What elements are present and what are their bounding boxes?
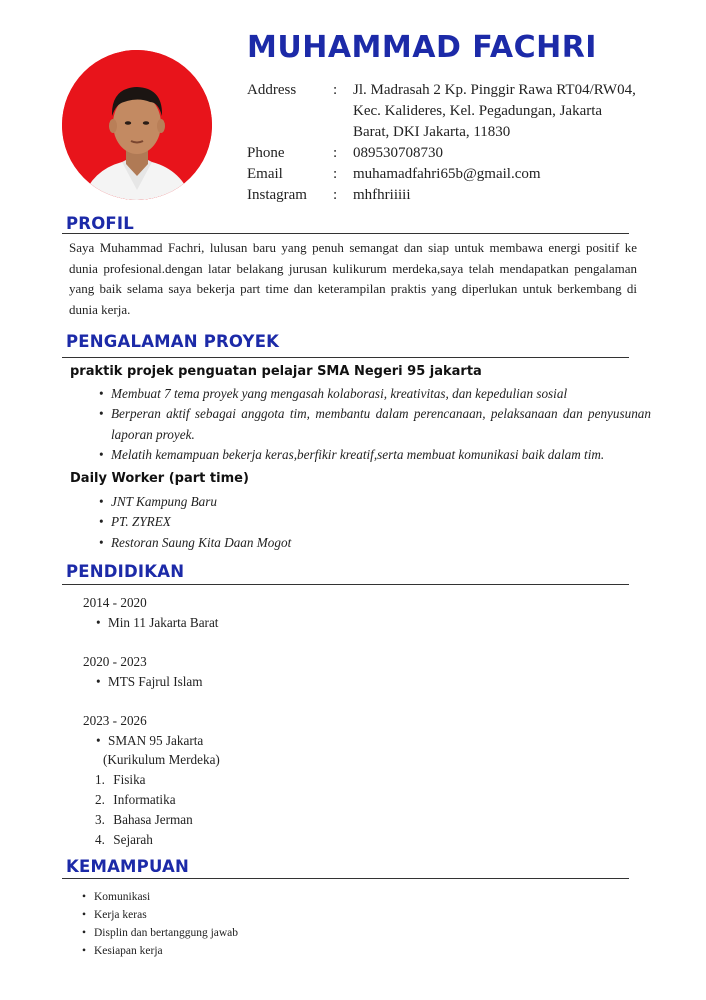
list-item <box>95 770 193 790</box>
address-line: Barat, DKI Jakarta, 11830 <box>353 124 511 140</box>
separator: : <box>333 145 338 161</box>
phone-row <box>247 143 653 164</box>
list-item: • Kesiapan kerja <box>82 942 382 960</box>
separator: : <box>333 82 338 98</box>
list-item <box>95 810 193 830</box>
instagram-label: Instagram <box>247 187 307 203</box>
list-item: • SMAN 95 Jakarta <box>96 733 396 749</box>
profile-text: Saya Muhammad Fachri, lulusan baru yang penuh semangat dan siap untuk membawa energi positif ke dunia profesional.dengan latar belakang jurusan kulikurum merdeka,saya telah mendapatkan pengalaman yang baik selama saya bekerja part time dan keterampilan praktis yang diperlukan untuk berkembang di dunia kerja. <box>69 240 637 317</box>
skills-list <box>82 888 382 960</box>
section-divider <box>62 878 629 879</box>
instagram-row <box>247 185 653 206</box>
list-item: • PT. ZYREX <box>99 512 499 532</box>
work-bullets <box>99 492 499 553</box>
education-years: 2014 - 2020 <box>83 595 147 610</box>
subject-name: Fisika <box>113 772 146 787</box>
address-line: Kec. Kalideres, Kel. Pegadungan, Jakarta <box>353 103 603 119</box>
curriculum-note: (Kurikulum Merdeka) <box>103 752 220 767</box>
separator: : <box>333 187 338 203</box>
address-row <box>247 80 653 143</box>
list-item <box>95 790 193 810</box>
address-label: Address <box>247 82 297 98</box>
list-number: 3. <box>95 812 105 827</box>
project-bullets <box>99 384 651 466</box>
list-item: • Komunikasi <box>82 888 382 906</box>
section-divider <box>62 584 629 585</box>
email-label: Email <box>247 166 283 182</box>
work-heading: Daily Worker (part time) <box>70 471 249 486</box>
education-section-title: PENDIDIKAN <box>66 562 185 581</box>
subject-list <box>95 770 193 850</box>
list-item: • JNT Kampung Baru <box>99 492 499 512</box>
subject-name: Informatika <box>113 792 176 807</box>
list-number: 2. <box>95 792 105 807</box>
list-item: • Berperan aktif sebagai anggota tim, membantu dalam perencanaan, pelaksanaan dan penyusunan laporan proyek. <box>99 404 651 445</box>
education-years: 2020 - 2023 <box>83 654 147 669</box>
contact-info <box>247 80 653 206</box>
list-item: • Membuat 7 tema proyek yang mengasah kolaborasi, kreativitas, dan kepedulian sosial <box>99 384 651 404</box>
list-item: • Kerja keras <box>82 906 382 924</box>
instagram-value: mhfhriiiii <box>353 187 411 203</box>
candidate-name: MUHAMMAD FACHRI <box>247 30 597 65</box>
profile-section-title: PROFIL <box>66 214 134 233</box>
experience-section-title: PENGALAMAN PROYEK <box>66 332 280 351</box>
profile-photo <box>62 50 212 200</box>
address-line: Jl. Madrasah 2 Kp. Pinggir Rawa RT04/RW04, <box>353 82 636 98</box>
skills-section-title: KEMAMPUAN <box>66 857 190 876</box>
address-value <box>353 80 653 143</box>
email-row <box>247 164 653 185</box>
education-school-list <box>96 733 396 749</box>
separator: : <box>333 166 338 182</box>
education-school-list <box>96 615 396 631</box>
phone-value: 089530708730 <box>353 145 443 161</box>
education-years: 2023 - 2026 <box>83 713 147 728</box>
list-item: • MTS Fajrul Islam <box>96 674 396 690</box>
project-heading: praktik projek penguatan pelajar SMA Negeri 95 jakarta <box>70 364 482 379</box>
section-divider <box>62 357 629 358</box>
list-item: • Min 11 Jakarta Barat <box>96 615 396 631</box>
person-silhouette-icon <box>62 50 212 200</box>
list-item: • Displin dan bertanggung jawab <box>82 924 382 942</box>
section-divider <box>62 233 629 234</box>
education-school-list <box>96 674 396 690</box>
list-item <box>95 830 193 850</box>
list-number: 1. <box>95 772 105 787</box>
list-item: • Melatih kemampuan bekerja keras,berfikir kreatif,serta membuat komunikasi baik dalam tim. <box>99 445 651 465</box>
list-item: • Restoran Saung Kita Daan Mogot <box>99 533 499 553</box>
subject-name: Bahasa Jerman <box>113 812 193 827</box>
list-number: 4. <box>95 832 105 847</box>
email-value: muhamadfahri65b@gmail.com <box>353 166 541 182</box>
subject-name: Sejarah <box>113 832 153 847</box>
phone-label: Phone <box>247 145 285 161</box>
